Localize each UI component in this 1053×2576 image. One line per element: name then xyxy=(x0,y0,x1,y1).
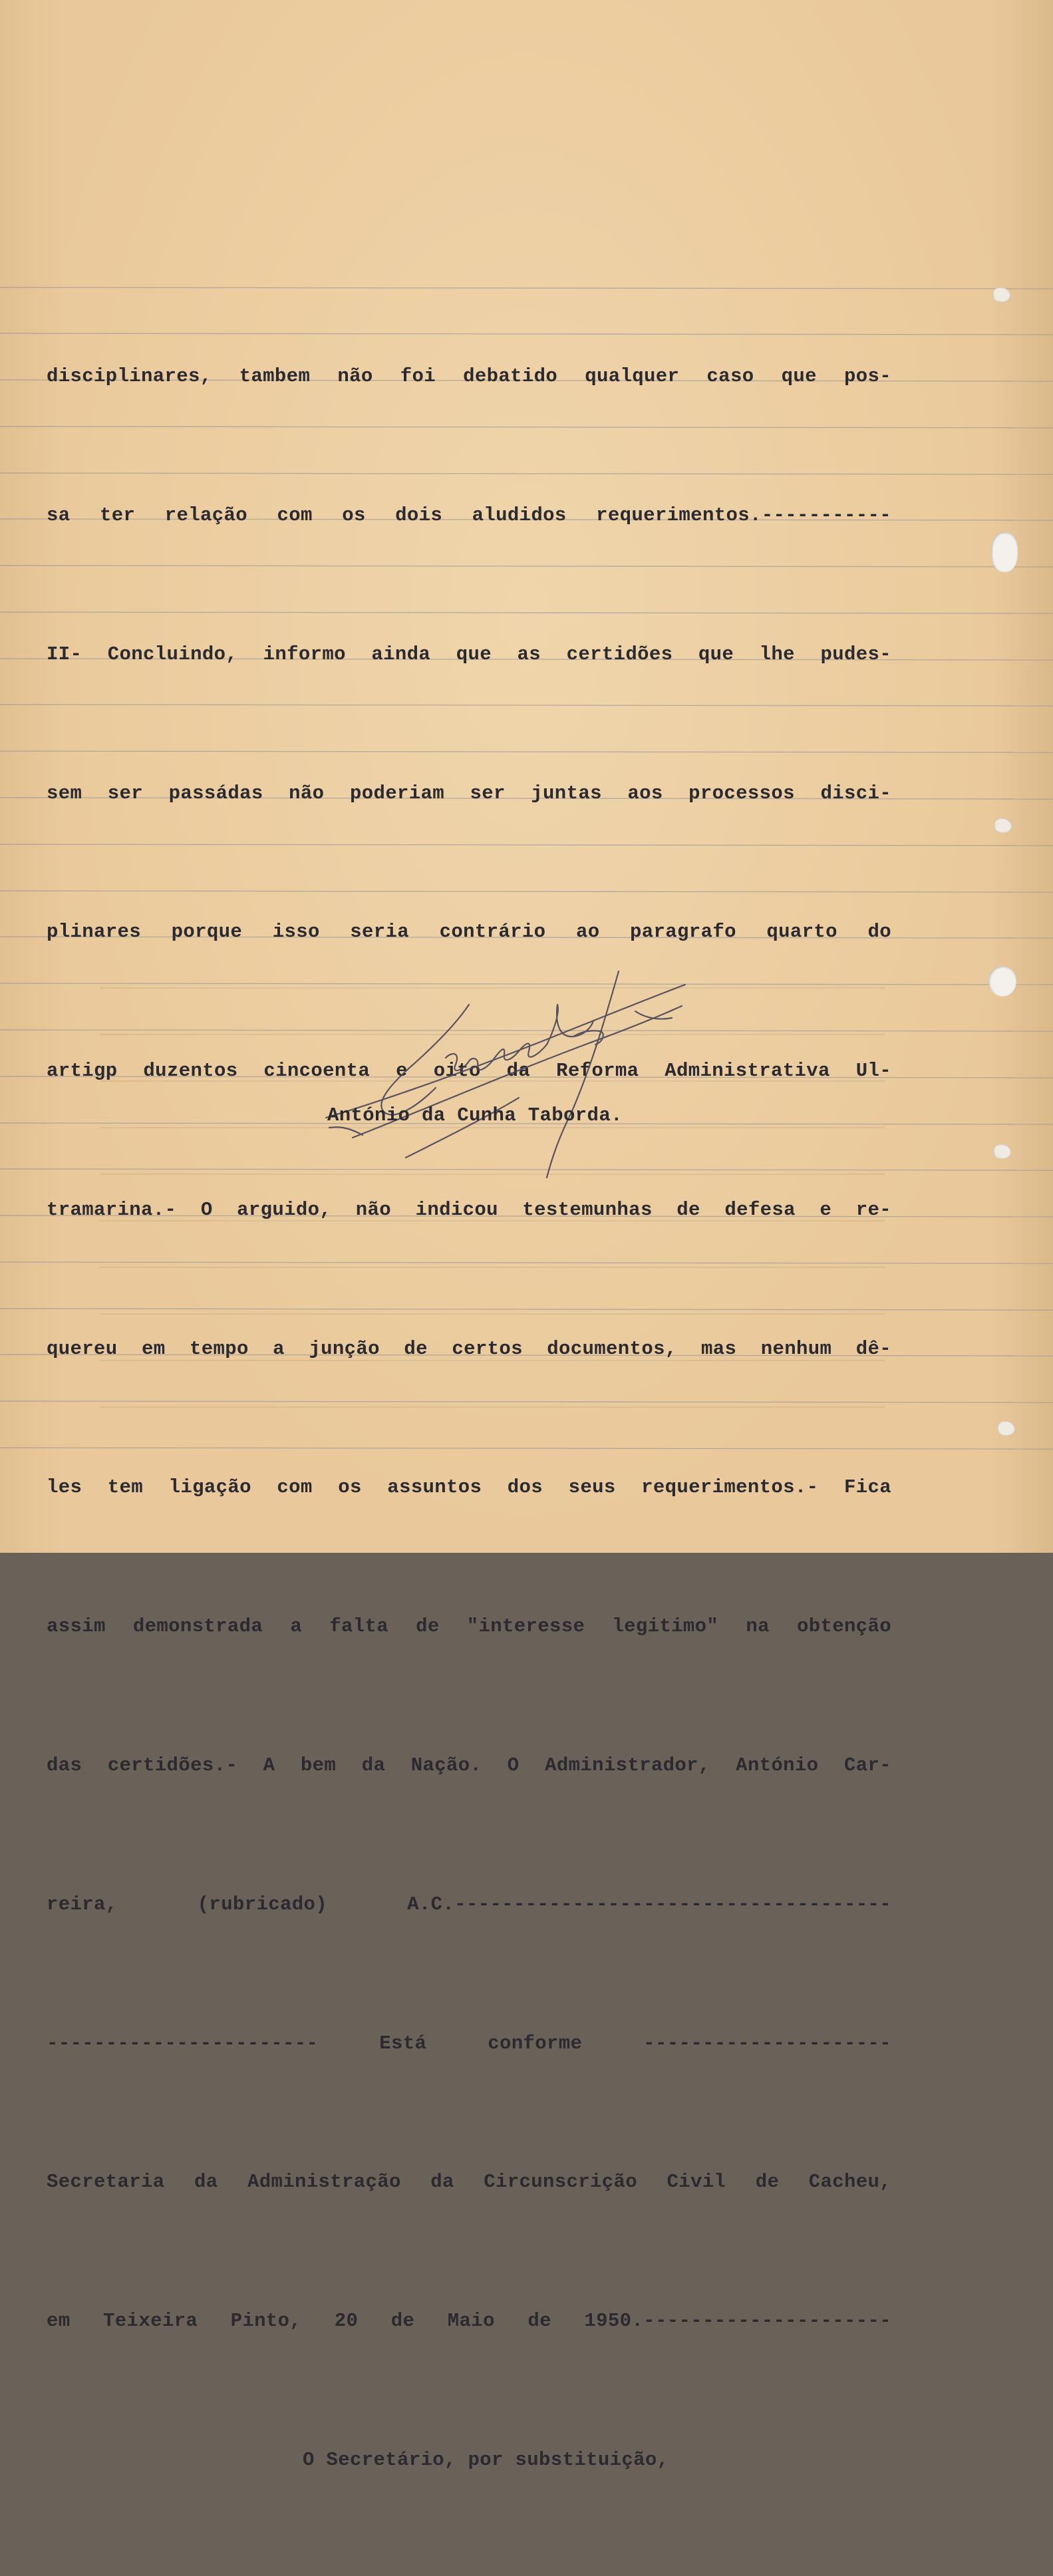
body-line-12: reira, (rubricado) A.C.------------------------------------- xyxy=(47,1893,891,1915)
body-line-13: ----------------------- Está conforme --------------------- xyxy=(47,2032,891,2054)
body-line-6: artigp duzentos cincoenta e oito da Reforma Administrativa Ul- xyxy=(47,1060,891,1082)
punch-hole-bottom xyxy=(988,966,1016,997)
closing-line: O Secretário, por substituição, xyxy=(303,2448,669,2471)
handwritten-signature xyxy=(313,938,692,1204)
body-line-4: sem ser passádas não poderiam ser juntas aos processos disci- xyxy=(47,782,891,804)
body-line-8: quereu em tempo a junção de certos documentos, mas nenhum dê- xyxy=(47,1337,891,1360)
signatory-name: António da Cunha Taborda. xyxy=(327,1104,623,1126)
body-line-9: les tem ligação com os assuntos dos seus requerimentos.- Fica xyxy=(47,1476,891,1499)
body-line-1: disciplinares, tambem não foi debatido qualquer caso que pos- xyxy=(47,365,891,388)
body-line-7: tramarina.- O arguido, não indicou testemunhas de defesa e re- xyxy=(47,1198,891,1221)
body-line-3: II- Concluindo, informo ainda que as certidões que lhe pudes- xyxy=(47,643,891,665)
body-line-5: plinares porque isso seria contrário ao paragrafo quarto do xyxy=(47,921,891,943)
paper-damage-1 xyxy=(993,287,1010,302)
body-line-11: das certidões.- A bem da Nação. O Administrador, António Car- xyxy=(47,1754,891,1776)
paper-damage-2 xyxy=(994,818,1012,833)
body-line-14: Secretaria da Administração da Circunscrição Civil de Cacheu, xyxy=(47,2171,891,2193)
paper-damage-3 xyxy=(994,1144,1011,1159)
body-line-15: em Teixeira Pinto, 20 de Maio de 1950.--------------------- xyxy=(47,2310,891,2333)
typed-body xyxy=(47,261,891,2576)
body-line-2: sa ter relação com os dois aludidos requerimentos.----------- xyxy=(47,504,891,526)
punch-hole-top xyxy=(991,532,1018,572)
paper-damage-4 xyxy=(998,1421,1015,1436)
body-line-10: assim demonstrada a falta de "interesse legitimo" na obtenção xyxy=(47,1615,891,1638)
